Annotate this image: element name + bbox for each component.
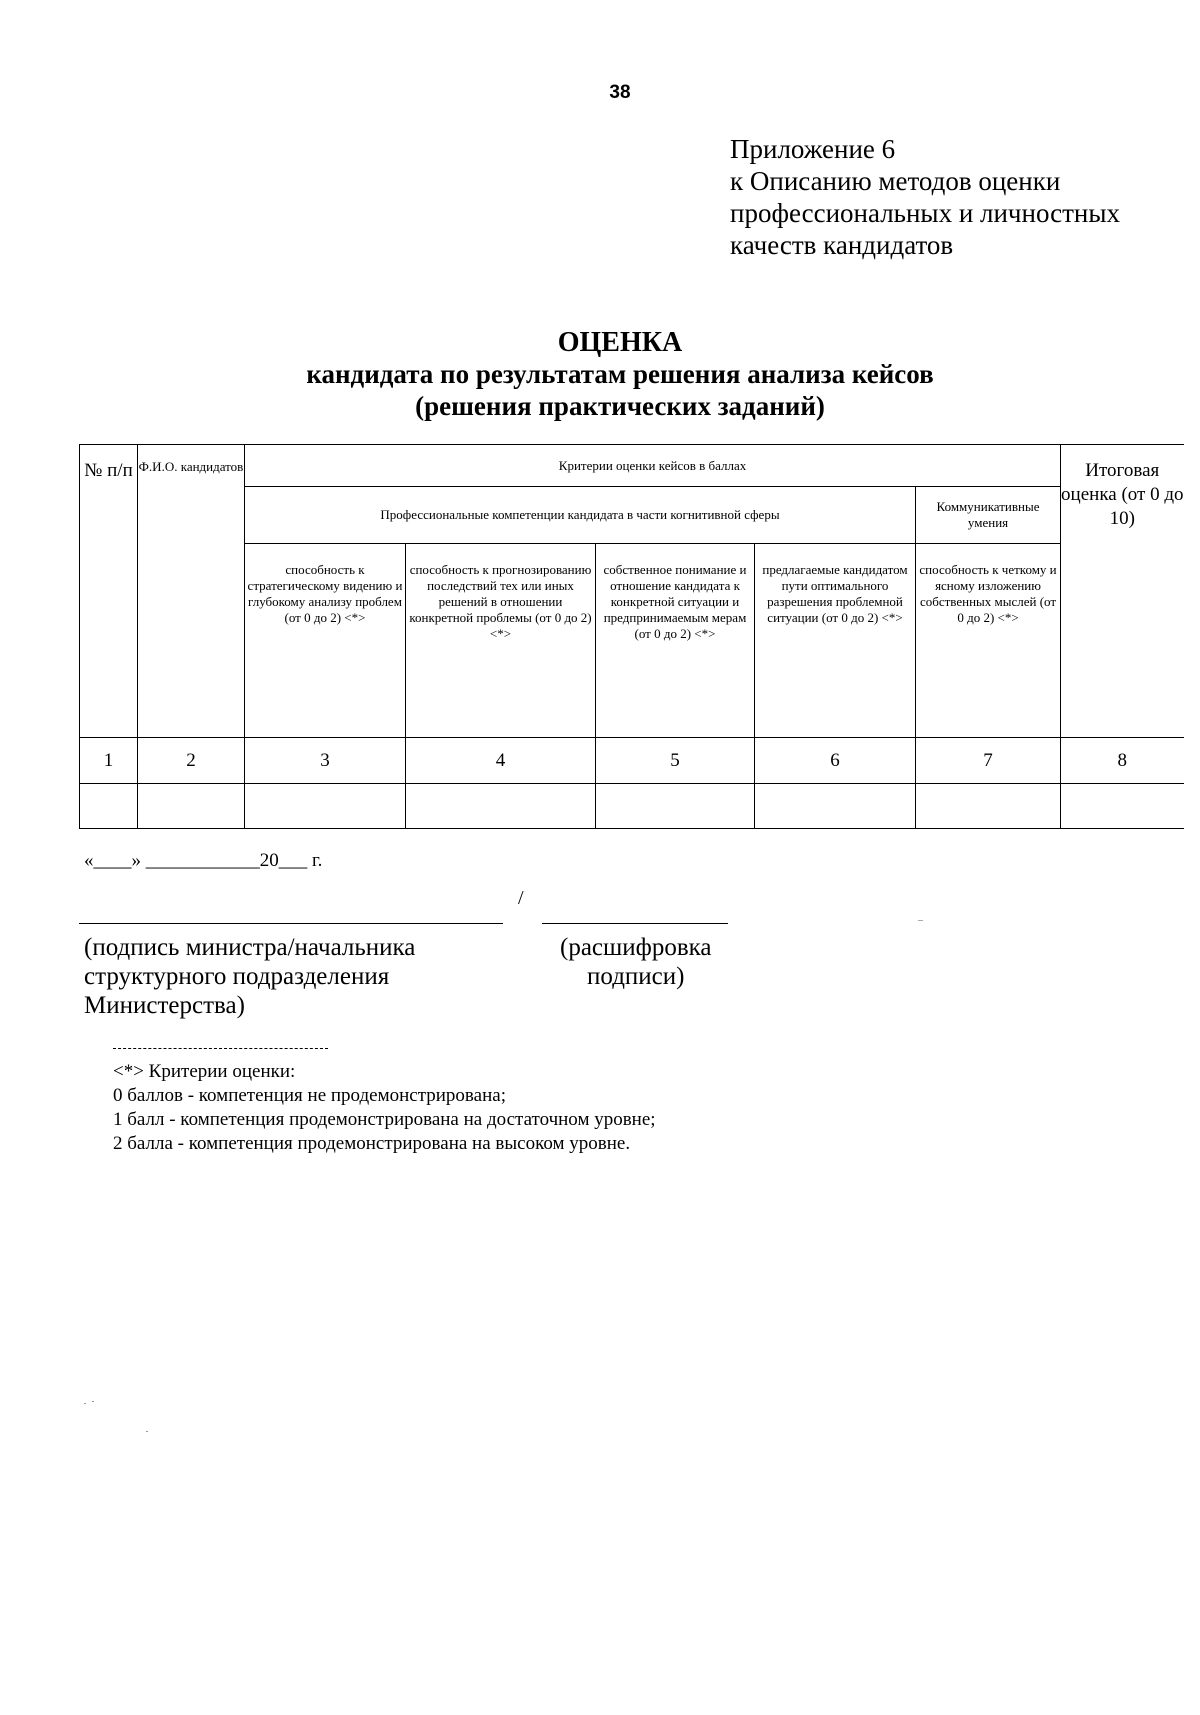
footnote-line: 2 балла - компетенция продемонстрирована на высоком уровне.	[113, 1133, 631, 1154]
signature-line[interactable]	[79, 923, 503, 924]
document-subtitle-line: (решения практических заданий)	[415, 391, 825, 421]
assessment-table	[79, 444, 1184, 829]
footnote-line: 0 баллов - компетенция не продемонстрирована;	[113, 1085, 506, 1106]
document-subtitle-line: кандидата по результатам решения анализа кейсов	[306, 359, 934, 389]
header-communicative-skills: Коммуникативные умения	[916, 487, 1061, 544]
caption-line: (подпись министра/начальника	[84, 934, 416, 961]
date-field[interactable]: «____» ____________20___ г.	[84, 850, 323, 871]
caption-line: Министерства)	[84, 992, 245, 1019]
scan-speck	[92, 1401, 94, 1402]
table-cell[interactable]	[916, 784, 1061, 829]
signature-decryption-caption	[560, 933, 712, 991]
column-number: 2	[138, 738, 245, 784]
table-cell[interactable]	[80, 784, 138, 829]
caption-line: структурного подразделения	[84, 963, 390, 990]
criterion-own-understanding: собственное понимание и отношение кандидата к конкретной ситуации и предпринимаемым мерам (от 0 до 2) <*>	[596, 544, 755, 738]
table-cell[interactable]	[406, 784, 596, 829]
criterion-optimal-solution: предлагаемые кандидатом пути оптимального разрешения проблемной ситуации (от 0 до 2) <*>	[755, 544, 916, 738]
signature-decryption-line[interactable]	[542, 923, 728, 924]
header-number: № п/п	[80, 445, 138, 738]
appendix-line: к Описанию методов оценки	[730, 166, 1061, 196]
column-number: 4	[406, 738, 596, 784]
criterion-clear-expression: способность к четкому и ясному изложению собственных мыслей (от 0 до 2) <*>	[916, 544, 1061, 738]
table-cell[interactable]	[138, 784, 245, 829]
column-number: 7	[916, 738, 1061, 784]
table-cell[interactable]	[755, 784, 916, 829]
table-cell[interactable]	[1061, 784, 1184, 829]
scan-mark	[918, 920, 923, 921]
criterion-forecasting: способность к прогнозированию последствий тех или иных решений в отношении конкретной проблемы (от 0 до 2) <*>	[406, 544, 596, 738]
header-total-score: Итоговая оценка (от 0 до 10)	[1061, 445, 1184, 738]
appendix-line: качеств кандидатов	[730, 230, 954, 260]
column-number: 5	[596, 738, 755, 784]
scan-speck	[146, 1431, 148, 1432]
table-cell[interactable]	[245, 784, 406, 829]
appendix-reference	[730, 133, 1120, 261]
signature-caption	[84, 933, 415, 1020]
footnote-separator	[113, 1048, 328, 1049]
header-fio: Ф.И.О. кандидатов	[138, 445, 245, 738]
appendix-line: Приложение 6	[730, 134, 896, 164]
column-number: 8	[1061, 738, 1184, 784]
scan-speck	[84, 1403, 86, 1404]
header-criteria: Критерии оценки кейсов в баллах	[245, 445, 1061, 487]
footnote-line: <*> Критерии оценки:	[113, 1061, 296, 1082]
signature-separator: /	[518, 887, 524, 909]
footnote	[113, 1060, 656, 1156]
header-professional-competencies: Профессиональные компетенции кандидата в части когнитивной сферы	[245, 487, 916, 544]
page-number: 38	[609, 82, 631, 103]
criterion-strategic-vision: способность к стратегическому видению и глубокому анализу проблем (от 0 до 2) <*>	[245, 544, 406, 738]
column-number: 6	[755, 738, 916, 784]
footnote-line: 1 балл - компетенция продемонстрирована на достаточном уровне;	[113, 1109, 656, 1130]
caption-line: подписи)	[587, 963, 685, 990]
column-number: 1	[80, 738, 138, 784]
caption-line: (расшифровка	[560, 934, 712, 961]
appendix-line: профессиональных и личностных	[730, 198, 1121, 228]
table-cell[interactable]	[596, 784, 755, 829]
document-title: ОЦЕНКА	[557, 327, 683, 358]
column-number: 3	[245, 738, 406, 784]
